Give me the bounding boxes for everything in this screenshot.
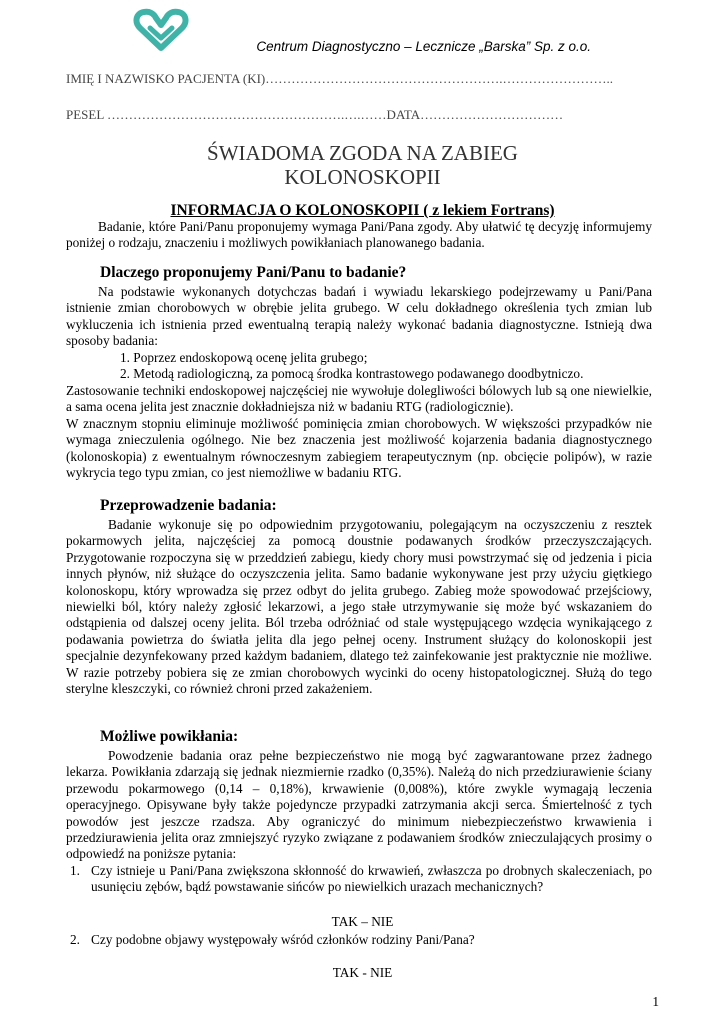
complications-paragraph [66,748,652,863]
info-heading: INFORMACJA O KOLONOSKOPII ( z lekiem Fortrans) [170,202,555,219]
why-text-3: W znacznym stopniu eliminuje możliwość pominięcia zmian chorobowych. W większości przypadków nie wymaga znieczulenia ogólnego. Nie bez znaczenia jest możliwość kojarzenia badania diagnostycznego (kolonoskopia) z ewentualnym równoczesnym zabiegiem terapeutycznym (np. obcięcie polipów), w razie wykrycia tego typu zmian, co jest niemożliwe w badaniu RTG. [66,415,652,481]
question-number: 1. [70,863,80,878]
list-item-2: 2. Metodą radiologiczną, za pomocą środka kontrastowego podawanego doodbytniczo. [120,366,584,381]
heart-logo-icon [132,8,190,52]
question-number: 2. [70,932,80,947]
answer-yes-no: TAK – NIE [331,914,394,929]
page-title: ŚWIADOMA ZGODA NA ZABIEG [207,141,518,165]
question-2 [66,932,652,948]
procedure-heading: Przeprowadzenie badania: [100,497,277,514]
question-1 [66,863,652,896]
question-text: Czy istnieje u Pani/Pana zwiększona skłonność do krwawień, zwłaszcza po drobnych skaleczeniach, po usunięciu zębów, bądź powstawanie sińców po niewielkich urazach mechanicznych? [91,863,652,895]
why-paragraph [66,284,652,350]
info-paragraph [66,219,652,252]
procedure-text: Badanie wykonuje się po odpowiednim przygotowaniu, polegającym na oczyszczeniu z resztek pokarmowych jelita, najczęściej za pomocą doustnie podawanych środków przeczyszczających. Przygotowanie rozpoczyna się w przeddzień zabiegu, kiedy chory musi powstrzymać się od jedzenia i picia innych płynów, niż służące do oczyszczenia jelita. Samo badanie wykonywane jest przy użyciu giętkiego kolonoskopu, który wprowadza się przez odbyt do jelita grubego. Zabieg może spowodować przejściowy, niewielki ból, który należy zgłosić lekarzowi, a jego stałe utrzymywanie się może być wskazaniem do odstąpienia od dalszej oceny jelita. Ból trzeba odróżniać od stale występującego wzdęcia wynikającego z podawania powietrza do światła jelita dla jego pełnej oceny. Instrument służący do kolonoskopii jest specjalnie dezynfekowany przed każdym badaniem, dlatego też zainfekowanie jest praktycznie nie możliwe. W razie potrzeby pobiera się ze zmian chorobowych wycinki do oceny histopatologicznej. Służą do tego sterylne kleszczyki, co również chroni przed zakażeniem. [66,517,652,697]
why-text-2: Zastosowanie techniki endoskopowej najczęściej nie wywołuje dolegliwości bólowych lub są one niewielkie, a sama ocena jelita jest znacznie dokładniejsza niż w badaniu RTG (radiologicznie). [66,383,652,415]
why-text-1: Na podstawie wykonanych dotychczas badań i wywiadu lekarskiego podejrzewamy u Pani/Pana istnienie zmian chorobowych w obrębie jelita grubego. W celu dokładnego określenia tych zmian lub wykluczenia ich istnienia przed ewentualną terapią należy wykonać badania diagnostyczne. Istnieją dwa sposoby badania: [66,284,652,349]
answer-yes-no: TAK - NIE [332,965,393,980]
complications-heading: Możliwe powikłania: [100,728,239,745]
info-text: Badanie, które Pani/Panu proponujemy wymaga Pani/Pana zgody. Aby ułatwić tę decyzję informujemy poniżej o rodzaju, znaczeniu i możliwych powikłaniach planowanego badania. [66,219,652,251]
page-title-line2: KOLONOSKOPII [284,165,441,189]
patient-name-field: IMIĘ I NAZWISKO PACJENTA (KI)……………………………………………….…………………….. [66,71,613,86]
procedure-paragraph [66,517,652,697]
page-number: 1 [652,994,659,1009]
complications-text: Powodzenie badania oraz pełne bezpieczeństwo nie mogą być zagwarantowane przez żadnego lekarza. Powikłania zdarzają się jednak niezmiernie rzadko (0,35%). Należą do nich przedziurawienie ściany przewodu pokarmowego (0,14 – 0,18%), krwawienie (0,008%), które zwykle wymagają leczenia operacyjnego. Opisywane były także pojedyncze przypadki zatrzymania akcji serca. Śmiertelność z tych powodów jest jeszcze rzadsza. Aby ograniczyć do minimum niebezpieczeństwo krwawienia i przedziurawienia jelita oraz zmniejszyć ryzyko związane z podawaniem środków znieczulających prosimy o odpowiedź na poniższe pytania: [66,748,652,862]
why-paragraph-2 [66,383,652,481]
why-heading: Dlaczego proponujemy Pani/Panu to badanie? [100,264,407,281]
pesel-date-field: PESEL ……………………………………………….….……DATA…………………………… [66,107,564,122]
clinic-name: Centrum Diagnostyczno – Lecznicze „Barska” Sp. z o.o. [256,39,591,54]
question-text: Czy podobne objawy występowały wśród członków rodziny Pani/Pana? [91,932,475,947]
list-item-1: 1. Poprzez endoskopową ocenę jelita grubego; [120,350,368,365]
